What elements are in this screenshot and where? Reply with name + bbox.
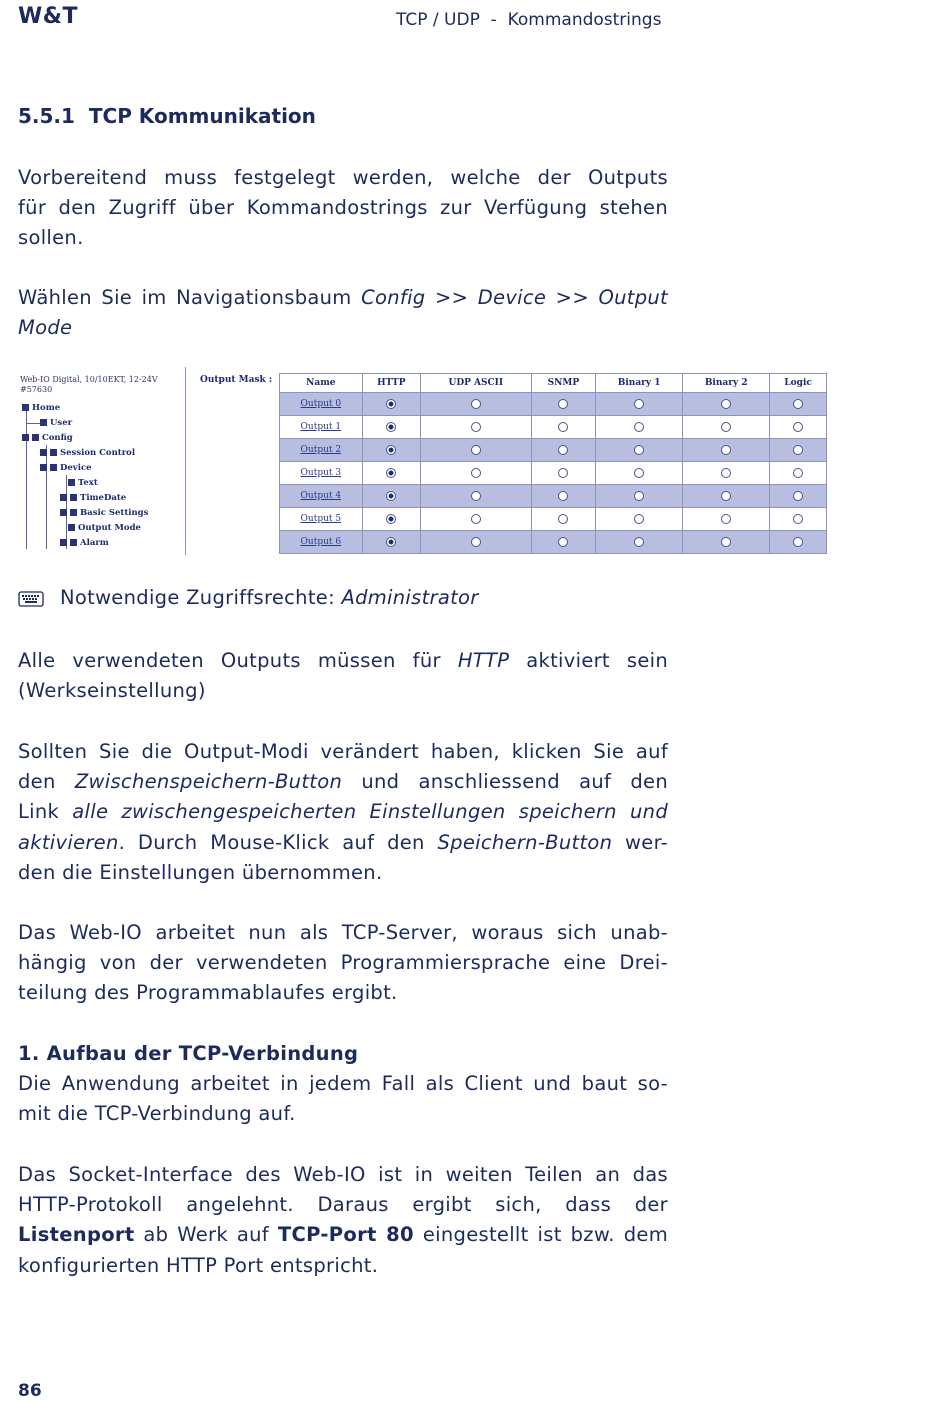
output-mask-label: Output Mask : xyxy=(200,375,273,385)
radio-cell xyxy=(770,439,827,462)
column-header: Name xyxy=(280,374,363,393)
tree-item-alarm[interactable]: Alarm xyxy=(60,538,109,548)
radio-cell xyxy=(531,416,596,439)
radio-cell xyxy=(683,393,770,416)
paragraph-server xyxy=(18,918,668,1009)
column-header: Logic xyxy=(770,374,827,393)
paragraph-http xyxy=(18,646,668,706)
radio-cell xyxy=(683,439,770,462)
tree-item-text[interactable]: Text xyxy=(68,478,98,488)
table-row xyxy=(280,508,827,531)
link-ref: alle zwischengespeicherten Einstellungen speichern und xyxy=(72,800,668,824)
menu-path: Config >> Device >> Output xyxy=(361,286,668,309)
table-row xyxy=(280,416,827,439)
output-name-link[interactable]: Output 2 xyxy=(280,439,363,462)
keyboard-icon xyxy=(18,590,44,608)
text-line: sollen. xyxy=(18,226,84,250)
table-row xyxy=(280,531,827,554)
mode-radio[interactable] xyxy=(558,445,568,455)
brand-logo: W&T xyxy=(18,4,78,29)
mode-radio[interactable] xyxy=(793,399,803,409)
mode-radio[interactable] xyxy=(558,491,568,501)
mode-radio[interactable] xyxy=(793,468,803,478)
radio-cell xyxy=(362,485,420,508)
tree-item-basic-settings[interactable]: Basic Settings xyxy=(60,508,148,518)
mode-radio[interactable] xyxy=(721,514,731,524)
text-line: den Zwischenspeichern-Button und anschliessend auf den xyxy=(18,770,668,794)
note-label: Notwendige Zugriffsrechte: xyxy=(60,586,342,609)
running-header: TCP / UDP - Kommandostrings xyxy=(396,10,662,30)
text-line: Das Web-IO arbeitet nun als TCP-Server, woraus sich unab- xyxy=(18,921,668,944)
mode-radio[interactable] xyxy=(471,445,481,455)
column-header: HTTP xyxy=(362,374,420,393)
radio-cell xyxy=(683,462,770,485)
radio-cell xyxy=(770,531,827,554)
section-title: 5.5.1 TCP Kommunikation xyxy=(18,104,316,128)
radio-cell xyxy=(596,485,683,508)
mode-radio[interactable] xyxy=(721,491,731,501)
mode-radio[interactable] xyxy=(721,422,731,432)
radio-cell xyxy=(421,393,532,416)
radio-cell xyxy=(362,462,420,485)
mode-radio[interactable] xyxy=(793,514,803,524)
radio-cell xyxy=(770,416,827,439)
tree-item-timedate[interactable]: TimeDate xyxy=(60,493,126,503)
text-line xyxy=(18,313,668,343)
radio-cell xyxy=(596,393,683,416)
radio-cell xyxy=(421,416,532,439)
mode-radio[interactable] xyxy=(471,468,481,478)
radio-cell xyxy=(683,508,770,531)
column-header: Binary 1 xyxy=(596,374,683,393)
radio-cell xyxy=(683,531,770,554)
mode-radio[interactable] xyxy=(558,468,568,478)
table-row xyxy=(280,462,827,485)
navigation-tree xyxy=(18,367,186,555)
paragraph-navigation xyxy=(18,283,668,343)
radio-cell xyxy=(683,416,770,439)
tree-item-session-control[interactable]: Session Control xyxy=(40,448,135,458)
paragraph-save xyxy=(18,737,668,888)
paragraph-socket xyxy=(18,1160,668,1281)
mode-radio[interactable] xyxy=(558,537,568,547)
output-name-link[interactable]: Output 3 xyxy=(280,462,363,485)
table-row xyxy=(280,485,827,508)
radio-cell xyxy=(531,531,596,554)
note-value: Administrator xyxy=(341,586,479,609)
mode-radio[interactable] xyxy=(793,537,803,547)
zwischenspeichern-button-ref: Zwischenspeichern-Button xyxy=(74,770,343,794)
mode-radio[interactable] xyxy=(721,468,731,478)
mode-radio[interactable] xyxy=(386,514,396,524)
output-name-link[interactable]: Output 6 xyxy=(280,531,363,554)
text-line: Listenport ab Werk auf TCP-Port 80 eingestellt ist bzw. dem xyxy=(18,1223,668,1247)
screenshot-figure xyxy=(18,367,830,555)
radio-cell xyxy=(421,485,532,508)
mode-radio[interactable] xyxy=(558,399,568,409)
mode-radio[interactable] xyxy=(721,537,731,547)
mode-radio[interactable] xyxy=(471,491,481,501)
text-line: Vorbereitend muss festgelegt werden, welche der Outputs xyxy=(18,166,668,189)
tree-item-output-mode[interactable]: Output Mode xyxy=(68,523,141,533)
radio-cell xyxy=(770,393,827,416)
table-row xyxy=(280,393,827,416)
access-rights-note xyxy=(60,586,479,609)
mode-radio[interactable] xyxy=(471,422,481,432)
tree-item-home[interactable]: Home xyxy=(22,403,60,413)
mode-radio[interactable] xyxy=(386,537,396,547)
paragraph-intro xyxy=(18,163,668,254)
mode-radio[interactable] xyxy=(721,399,731,409)
paragraph-connection xyxy=(18,1039,668,1130)
radio-cell xyxy=(531,508,596,531)
radio-cell xyxy=(596,439,683,462)
tree-item-user[interactable]: User xyxy=(40,418,72,428)
radio-cell xyxy=(362,531,420,554)
mode-radio[interactable] xyxy=(634,422,644,432)
text-line xyxy=(18,283,668,313)
radio-cell xyxy=(770,485,827,508)
output-name-link[interactable]: Output 5 xyxy=(280,508,363,531)
table-row xyxy=(280,439,827,462)
mode-radio[interactable] xyxy=(386,491,396,501)
menu-path-end: Mode xyxy=(18,316,73,340)
tree-item-device[interactable]: Device xyxy=(40,463,92,473)
radio-cell xyxy=(421,531,532,554)
text-line: Die Anwendung arbeitet in jedem Fall als Client und baut so- xyxy=(18,1072,668,1096)
text-line: mit die TCP-Verbindung auf. xyxy=(18,1102,296,1126)
tree-item-config[interactable]: Config xyxy=(22,433,73,443)
mode-radio[interactable] xyxy=(793,491,803,501)
mode-radio[interactable] xyxy=(793,445,803,455)
text-line: konfigurierten HTTP Port entspricht. xyxy=(18,1253,379,1277)
radio-cell xyxy=(421,462,532,485)
radio-cell xyxy=(596,508,683,531)
subheading: 1. Aufbau der TCP-Verbindung xyxy=(18,1042,359,1065)
text-line: teilung des Programmablaufes ergibt. xyxy=(18,981,398,1005)
text-line: Link alle zwischengespeicherten Einstellungen speichern und xyxy=(18,800,668,824)
text-line: HTTP-Protokoll angelehnt. Daraus ergibt sich, dass der xyxy=(18,1193,668,1217)
mode-radio[interactable] xyxy=(386,445,396,455)
output-name-link[interactable]: Output 1 xyxy=(280,416,363,439)
mode-radio[interactable] xyxy=(471,399,481,409)
text-line: aktivieren. Durch Mouse-Klick auf den Speichern-Button wer- xyxy=(18,830,669,854)
text-line: für den Zugriff über Kommandostrings zur Verfügung stehen xyxy=(18,196,668,220)
mode-radio[interactable] xyxy=(793,422,803,432)
mode-radio[interactable] xyxy=(471,514,481,524)
mode-radio[interactable] xyxy=(634,468,644,478)
output-name-link[interactable]: Output 0 xyxy=(280,393,363,416)
mode-radio[interactable] xyxy=(386,422,396,432)
radio-cell xyxy=(770,508,827,531)
radio-cell xyxy=(531,462,596,485)
text-run: Wählen Sie im Navigationsbaum xyxy=(18,286,362,309)
radio-cell xyxy=(362,393,420,416)
text-line: Das Socket-Interface des Web-IO ist in weiten Teilen an das xyxy=(18,1163,668,1186)
text-line: hängig von der verwendeten Programmiersprache eine Drei- xyxy=(18,951,668,975)
column-header: UDP ASCII xyxy=(421,374,532,393)
tree-header: Web-IO Digital, 10/10EKT, 12-24V #57630 xyxy=(20,375,158,394)
radio-cell xyxy=(770,462,827,485)
radio-cell xyxy=(596,462,683,485)
radio-cell xyxy=(596,531,683,554)
radio-cell xyxy=(362,439,420,462)
mode-radio[interactable] xyxy=(634,537,644,547)
output-name-link[interactable]: Output 4 xyxy=(280,485,363,508)
radio-cell xyxy=(596,416,683,439)
radio-cell xyxy=(531,485,596,508)
text-line: Alle verwendeten Outputs müssen für HTTP aktiviert sein xyxy=(18,649,668,672)
mode-radio[interactable] xyxy=(634,514,644,524)
mode-radio[interactable] xyxy=(471,537,481,547)
radio-cell xyxy=(531,439,596,462)
radio-cell xyxy=(421,439,532,462)
mode-radio[interactable] xyxy=(634,491,644,501)
column-header: SNMP xyxy=(531,374,596,393)
output-mode-table xyxy=(279,373,827,554)
radio-cell xyxy=(362,416,420,439)
text-line: Sollten Sie die Output-Modi verändert haben, klicken Sie auf xyxy=(18,740,668,763)
text-line: (Werkseinstellung) xyxy=(18,679,206,703)
page-number: 86 xyxy=(18,1381,42,1401)
mode-radio[interactable] xyxy=(386,468,396,478)
mode-radio[interactable] xyxy=(386,399,396,409)
radio-cell xyxy=(683,485,770,508)
mode-radio[interactable] xyxy=(558,514,568,524)
radio-cell xyxy=(362,508,420,531)
mode-radio[interactable] xyxy=(558,422,568,432)
radio-cell xyxy=(531,393,596,416)
mode-radio[interactable] xyxy=(634,399,644,409)
text-line: den die Einstellungen übernommen. xyxy=(18,860,383,884)
mode-radio[interactable] xyxy=(721,445,731,455)
mode-radio[interactable] xyxy=(634,445,644,455)
column-header: Binary 2 xyxy=(683,374,770,393)
speichern-button-ref: Speichern-Button xyxy=(437,830,613,854)
radio-cell xyxy=(421,508,532,531)
